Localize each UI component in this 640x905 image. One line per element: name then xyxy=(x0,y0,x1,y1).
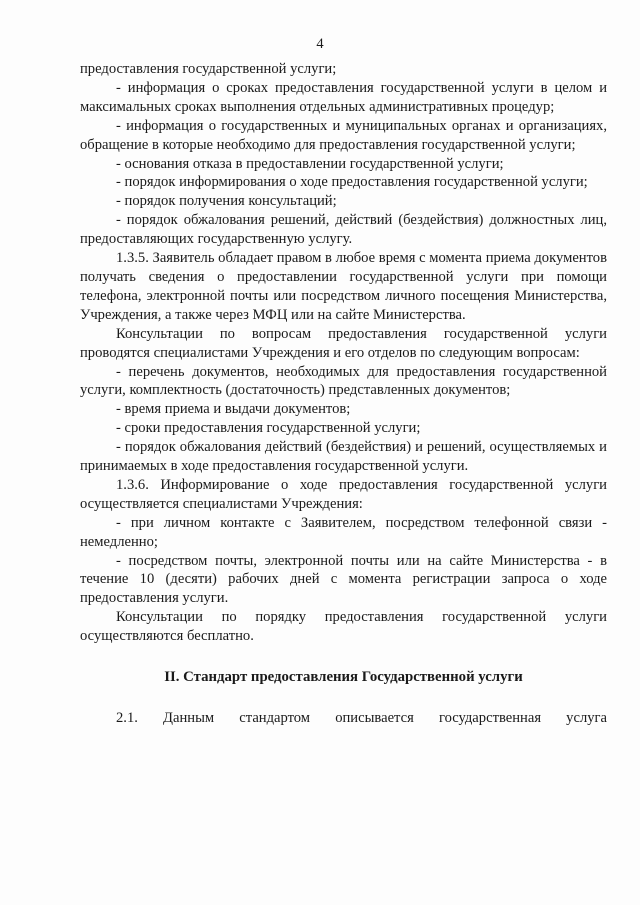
paragraph-continuation: предоставления государственной услуги; xyxy=(80,61,337,77)
list-item-appeal-actions: - порядок обжалования действий (бездействия) и решений, осуществляемых и принимаемых в ходе предоставления государственной услуги. xyxy=(80,439,607,475)
list-item-mail-response: - посредством почты, электронной почты или на сайте Министерства - в течение 10 (десяти) рабочих дней с момента регистрации запроса о ходе предоставления услуги. xyxy=(80,552,607,607)
paragraph-consultation-topics: Консультации по вопросам предоставления государственной услуги проводятся специалистами Учреждения и его отделов по следующим вопросам: xyxy=(80,325,607,361)
list-item-document-list: - перечень документов, необходимых для предоставления государственной услуги, комплектность (достаточность) представленных документов; xyxy=(80,363,607,399)
list-item-authorities: - информация о государственных и муниципальных органах и организациях, обращение в которые необходимо для предоставления государственной услуги; xyxy=(80,117,607,153)
list-item-personal-contact: - при личном контакте с Заявителем, посредством телефонной связи - немедленно; xyxy=(80,514,607,550)
section-heading: II. Стандарт предоставления Государственной услуги xyxy=(164,669,523,686)
list-item-consultations: - порядок получения консультаций; xyxy=(116,193,337,210)
document-body xyxy=(80,60,607,728)
clause-1-3-5: 1.3.5. Заявитель обладает правом в любое время с момента приема документов получать сведения о предоставлении государственной услуги при помощи телефона, электронной почты или посредством личного посещения Министерства, Учреждения, а также через МФЦ или на сайте Министерства. xyxy=(80,250,607,323)
list-item-service-terms: - сроки предоставления государственной услуги; xyxy=(116,420,421,437)
clause-2-1: 2.1. Данным стандартом описывается государственная услуга xyxy=(116,710,607,726)
list-item-informing-procedure: - порядок информирования о ходе предоставления государственной услуги; xyxy=(116,174,588,191)
page-number: 4 xyxy=(316,36,324,52)
list-item-deadlines: - информация о сроках предоставления государственной услуги в целом и максимальных сроках выполнения отдельных административных процедур; xyxy=(80,79,607,115)
list-item-appeal-procedure: - порядок обжалования решений, действий (бездействия) должностных лиц, предоставляющих государственную услугу. xyxy=(80,212,607,248)
paragraph-free-consultations: Консультации по порядку предоставления государственной услуги осуществляются бесплатно. xyxy=(80,609,607,645)
list-item-refusal-grounds: - основания отказа в предоставлении государственной услуги; xyxy=(116,155,504,172)
list-item-reception-time: - время приема и выдачи документов; xyxy=(116,401,351,418)
clause-1-3-6: 1.3.6. Информирование о ходе предоставления государственной услуги осуществляется специалистами Учреждения: xyxy=(80,476,607,512)
